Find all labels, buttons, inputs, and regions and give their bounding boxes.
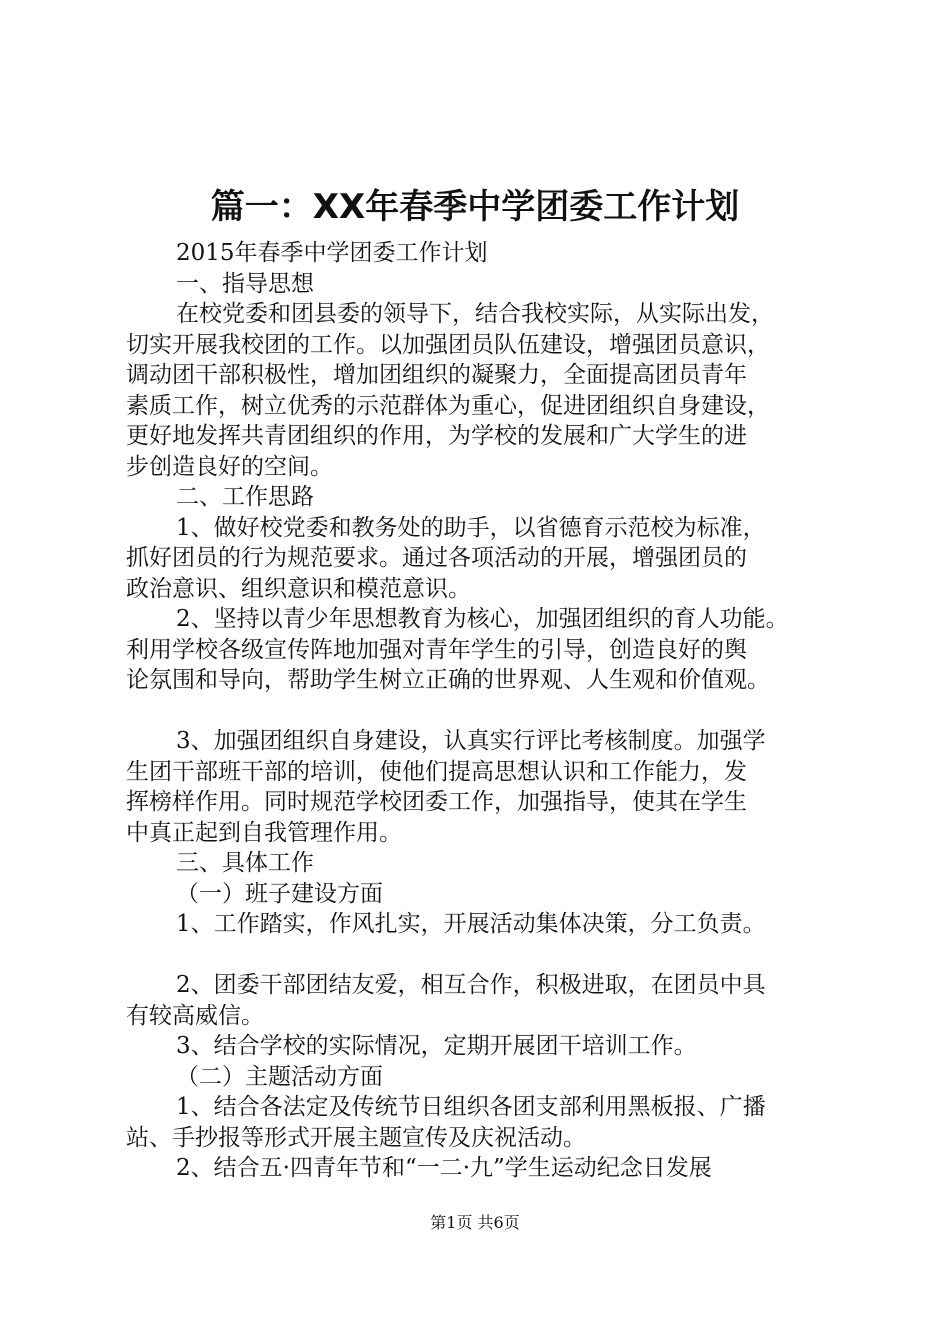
body-line: 步创造良好的空间。: [126, 453, 333, 480]
body-line: 政治意识、组织意识和模范意识。: [126, 575, 471, 602]
body-line: 挥榜样作用。同时规范学校团委工作，加强指导，使其在学生: [126, 789, 747, 815]
body-line: 1、做好校党委和教务处的助手，以省德育示范校为标准，: [176, 514, 766, 541]
body-line: 切实开展我校团的工作。以加强团员队伍建设，增强团员意识，: [126, 331, 770, 358]
body-line: 中真正起到自我管理作用。: [126, 819, 402, 846]
body-line: 在校党委和团县委的领导下，结合我校实际，从实际出发，: [176, 301, 774, 327]
blank-line: [126, 940, 832, 971]
page-number-footer: 第1页 共6页: [430, 1213, 520, 1232]
body-line: 利用学校各级宣传阵地加强对青年学生的引导，创造良好的舆: [126, 636, 747, 663]
body-line: 站、手抄报等形式开展主题宣传及庆祝活动。: [126, 1124, 586, 1151]
body-line: 1、结合各法定及传统节日组织各团支部利用黑板报、广播: [176, 1094, 766, 1120]
subsection-heading: （一）班子建设方面: [176, 880, 383, 907]
body-line: 有较高威信。: [126, 1002, 264, 1029]
body-line: 素质工作，树立优秀的示范群体为重心，促进团组织自身建设，: [126, 392, 770, 419]
body-line: 更好地发挥共青团组织的作用，为学校的发展和广大学生的进: [126, 423, 747, 449]
body-line: 调动团干部积极性，增加团组织的凝聚力，全面提高团员青年: [126, 362, 747, 388]
blank-line: [126, 696, 832, 727]
body-line: 1、工作踏实，作风扎实，开展活动集体决策，分工负责。: [176, 911, 766, 937]
body-line: 3、加强团组织自身建设，认真实行评比考核制度。加强学: [176, 728, 766, 754]
body-line: 生团干部班干部的培训，使他们提高思想认识和工作能力，发: [126, 758, 747, 785]
section-heading: 一、指导思想: [176, 270, 314, 297]
body-line: 3、结合学校的实际情况，定期开展团干培训工作。: [176, 1033, 697, 1059]
section-heading: 二、工作思路: [176, 484, 314, 510]
body-line: 2、团委干部团结友爱，相互合作，积极进取，在团员中具: [176, 972, 766, 998]
subsection-heading: （二）主题活动方面: [176, 1063, 383, 1090]
body-line: 2015年春季中学团委工作计划: [176, 240, 488, 266]
body-line: 论氛围和导向，帮助学生树立正确的世界观、人生观和价值观。: [126, 667, 770, 693]
document-title: 篇一：XX年春季中学团委工作计划: [210, 187, 740, 227]
body-line: 抓好团员的行为规范要求。通过各项活动的开展，增强团员的: [126, 545, 747, 571]
document-body: [126, 238, 832, 1184]
body-line: 2、结合五·四青年节和“一二·九”学生运动纪念日发展: [176, 1155, 712, 1181]
body-line: 2、坚持以青少年思想教育为核心，加强团组织的育人功能。: [176, 606, 789, 632]
section-heading: 三、具体工作: [176, 850, 314, 876]
